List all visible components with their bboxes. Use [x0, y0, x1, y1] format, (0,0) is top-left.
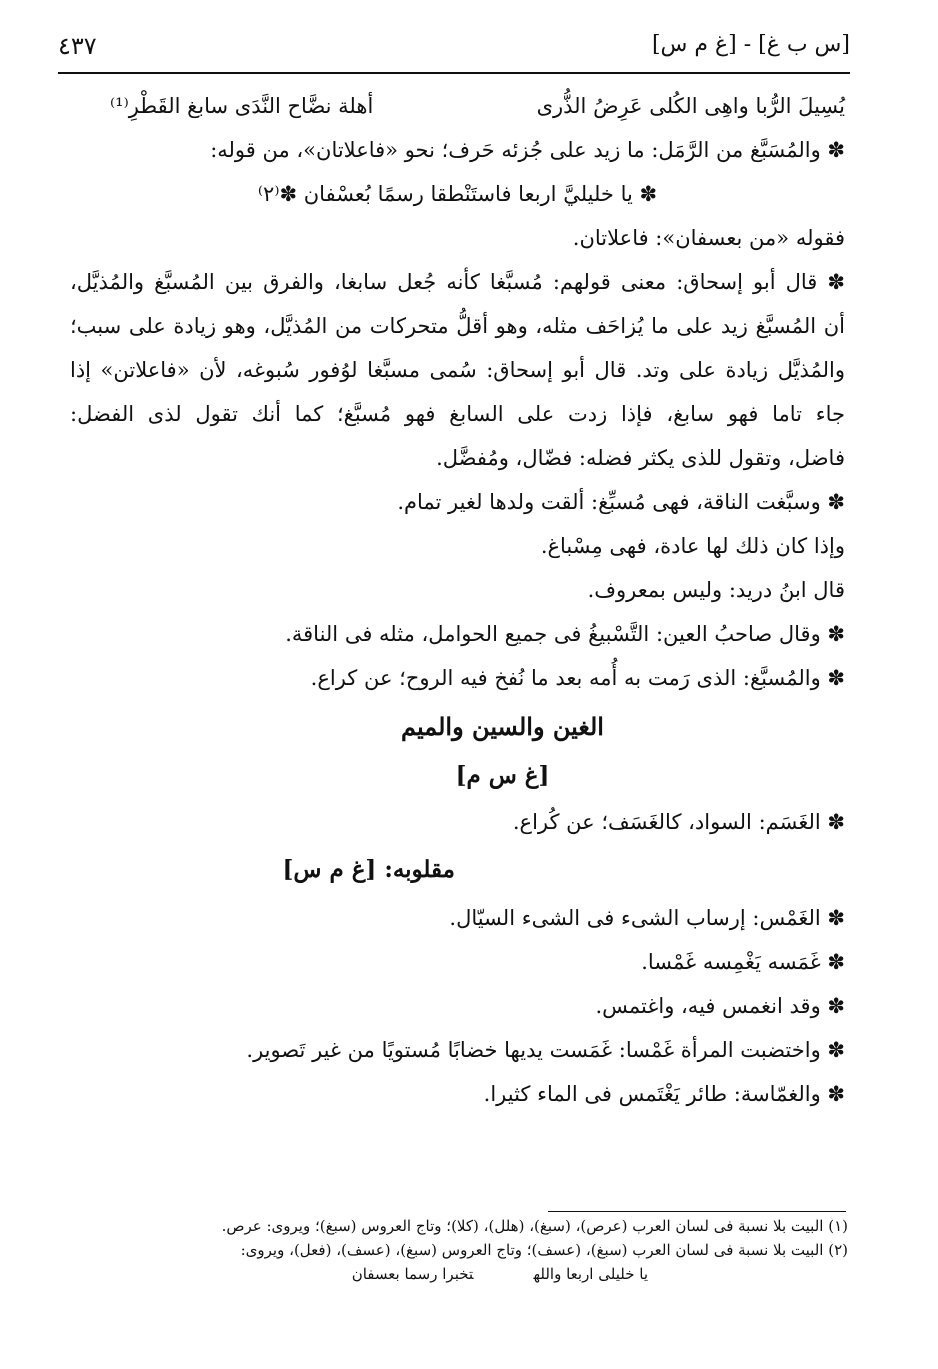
footnote-2: (٢) البيت بلا نسبة فى لسان العرب (سبغ)، (عسف)؛ وتاج العروس (سبغ)، (عسف)، (فعل)، ويروى: [240, 1241, 848, 1259]
text-line: ✽ وسبَّغت الناقة، فهى مُسبِّغ: ألقت ولدها لغير تمام. [397, 490, 845, 514]
header-root-label: [س ب غ] - [غ م س] [651, 32, 850, 57]
verse-first-hemistich: يُسِيلَ الرُّبا واهِى الكُلى عَرِضُ الذُّرى [536, 94, 845, 118]
text-line: ✽ غَمَسه يَغْمِسه غَمْسا. [641, 950, 845, 974]
text-line: ✽ واختضبت المرأة غَمْسا: غَمَست يديها خضابًا مُستويًا من غير تَصوير. [246, 1038, 845, 1062]
footnote-verse-second: تخبرا رسما بعسفان [351, 1265, 474, 1283]
text-line: ✽ والمُسَبَّغ من الرَّمَل: ما زيد على جُزئه حَرف؛ نحو «فاعلاتان»، من قوله: [210, 138, 845, 162]
text-line: ✽ وقد انغمس فيه، واغتمس. [595, 994, 845, 1018]
paragraph-line: جاء تاما فهو سابغ، فإذا زدت على السابغ فهو مُسبَّغ؛ كما أنك تقول لذى الفضل: [70, 402, 845, 426]
text-line: وإذا كان ذلك لها عادة، فهى مِسْباغ. [540, 534, 845, 558]
text-line: قال ابنُ دريد: وليس بمعروف. [587, 578, 845, 602]
section-heading: الغين والسين والميم [401, 712, 604, 741]
page-header [58, 30, 850, 70]
paragraph-line: ✽ قال أبو إسحاق: معنى قولهم: مُسبَّغا كأنه جُعل سابغا، والفرق بين المُسبَّغ والمُذيَّل، [70, 270, 845, 294]
footnotes [95, 1214, 848, 1288]
main-text [70, 84, 845, 1116]
footnote-verse-first: يا خليلى اربعا والله [533, 1265, 648, 1283]
paragraph-line: فاضل، وتقول للذى يكثر فضله: فضّال، ومُفضَّل. [436, 446, 845, 470]
page-number: ٤٣٧ [58, 32, 97, 60]
root-heading: [غ س م] [455, 762, 550, 789]
paragraph-line: والمُذيَّل زيادة على وتد. قال أبو إسحاق: سُمى مسبَّغا لوُفور سُبوغه، لأن «فاعلاتن» إذا [70, 358, 845, 382]
text-line: ✽ والمُسبَّغ: الذى رَمت به أُمه بعد ما نُفخ فيه الروح؛ عن كراع. [310, 666, 845, 690]
header-rule [58, 72, 850, 74]
text-line: ✽ وقال صاحبُ العين: التَّسْبيغُ فى جميع الحوامل، مثله فى الناقة. [285, 622, 845, 646]
text-line: ✽ والغمّاسة: طائر يَغْتَمس فى الماء كثيرا. [483, 1082, 845, 1106]
text-line: ✽ الغَمْس: إرساب الشىء فى الشىء السيّال. [449, 906, 845, 930]
verse-line [70, 84, 845, 128]
inverted-root-heading: مقلوبه: [غ م س] [282, 856, 455, 883]
text-line: ✽ الغَسَم: السواد، كالغَسَف؛ عن كُراع. [512, 810, 845, 834]
text-line: فقوله «من بعسفان»: فاعلاتان. [572, 226, 845, 250]
footnote-verse [95, 1262, 848, 1288]
verse-second-hemistich: أهلة نضَّاح النَّدَى سابغ القَطْرِ⁽¹⁾ [110, 94, 374, 118]
footnote-1: (١) البيت بلا نسبة فى لسان العرب (عرص)، (سبغ)، (هلل)، (كلا)؛ وتاج العروس (سبغ)؛ ويروى: عرص. [221, 1217, 848, 1235]
paragraph-line: أن المُسبَّغ زيد على ما يُزاحَف مثله، وهو أقلُّ متحركات من المُذيَّل، وهو زيادة على سبب؛ [70, 314, 845, 338]
footnote-rule [548, 1211, 846, 1212]
quoted-verse: ✽ يا خليليَّ اربعا فاستَنْطقا رسمًا بُعسْفان ✽⁽٢⁾ [257, 182, 658, 206]
